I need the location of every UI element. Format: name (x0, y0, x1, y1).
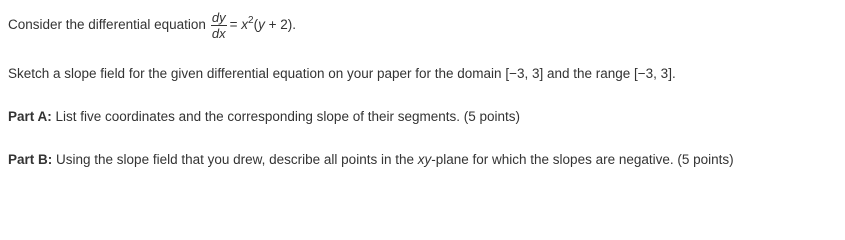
var-x: x (241, 17, 249, 32)
part-b-text-after: -plane for which the slopes are negative. (5 points) (431, 152, 734, 167)
fraction-denominator: dx (211, 25, 226, 41)
instruction-text: Sketch a slope field for the given differential equation on your paper for the domain [−3, 3] and the range [−3, 3]. (8, 66, 676, 81)
equation-rhs (230, 16, 296, 34)
part-b-xy: xy (417, 152, 432, 167)
derivative-fraction (211, 11, 227, 40)
part-b-label: Part B: (8, 152, 53, 167)
intro-text: Consider the differential equation (8, 17, 206, 32)
var-y: y (258, 17, 265, 32)
question-intro (8, 7, 296, 43)
paren-open: ( (253, 17, 259, 32)
part-b-text-before: Using the slope field that you drew, describe all points in the (52, 152, 418, 167)
plus-two: + 2). (264, 17, 296, 32)
fraction-numerator: dy (211, 9, 226, 25)
part-b (8, 151, 734, 169)
part-a-label: Part A: (8, 109, 52, 124)
exponent: 2 (248, 15, 254, 26)
part-a (8, 108, 520, 126)
part-a-text: List five coordinates and the corresponding slope of their segments. (5 points) (51, 109, 521, 124)
equals-sign: = (229, 17, 242, 32)
